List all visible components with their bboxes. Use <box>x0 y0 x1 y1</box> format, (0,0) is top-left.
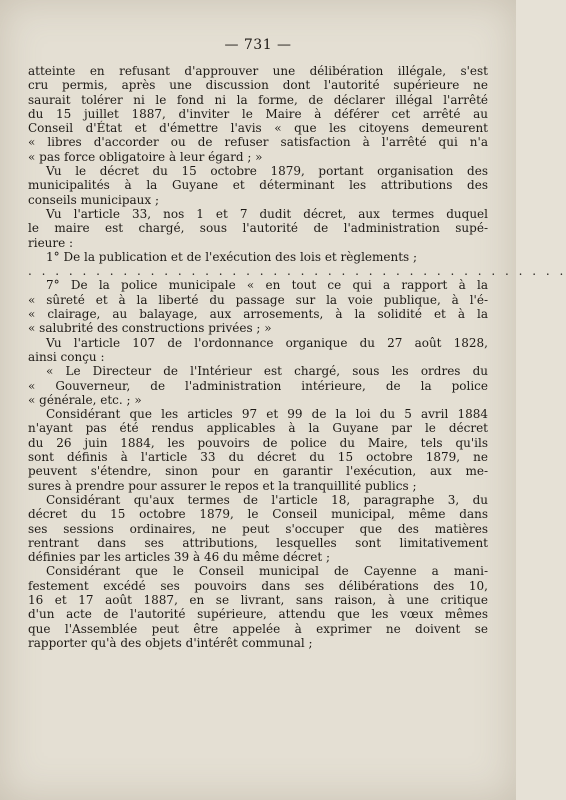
text-line: 16 et 17 août 1887, en se livrant, sans raison, à une critique <box>28 592 488 607</box>
text-line: « clairage, au balayage, aux arrosements, à la solidité et à la <box>28 307 488 322</box>
text-line: « salubrité des constructions privées ; » <box>28 321 272 336</box>
text-line: saurait tolérer ni le fond ni la forme, de déclarer illégal l'arrêté <box>28 92 488 107</box>
text-line: « Gouverneur, de l'administration intérieure, de la police <box>28 378 488 393</box>
text-line: sures à prendre pour assurer le repos et la tranquillité publics ; <box>28 478 417 493</box>
text-line: « Le Directeur de l'Intérieur est chargé, sous les ordres du <box>46 364 488 379</box>
text-line: définies par les articles 39 à 46 du même décret ; <box>28 550 331 565</box>
text-line: 1° De la publication et de l'exécution des lois et règlements ; <box>46 249 418 264</box>
text-line: conseils municipaux ; <box>28 192 160 207</box>
text-line: du 15 juillet 1887, d'inviter le Maire à déférer cet arrêté au <box>28 106 488 121</box>
text-line: Considérant que les articles 97 et 99 de la loi du 5 avril 1884 <box>46 407 488 422</box>
text-line: décret du 15 octobre 1879, le Conseil municipal, même dans <box>28 507 488 522</box>
text-line: atteinte en refusant d'approuver une délibération illégale, s'est <box>28 64 488 78</box>
text-line: « sûreté et à la liberté du passage sur la voie publique, à l'é- <box>28 292 488 307</box>
text-line: n'ayant pas été rendus applicables à la Guyane par le décret <box>28 421 488 436</box>
ellipsis-separator: . . . . . . . . . . . . . . . . . . . . . . . . . . . . . . . . . . . . . . . . <box>28 264 566 279</box>
text-line: ainsi conçu : <box>28 349 105 364</box>
text-line: cru permis, après une discussion dont l'autorité supérieure ne <box>28 78 488 93</box>
text-line: 7° De la police municipale « en tout ce qui a rapport à la <box>46 278 488 293</box>
text-line: Conseil d'État et d'émettre l'avis « que les citoyens demeurent <box>28 121 488 136</box>
text-line: sont définis à l'article 33 du décret du 15 octobre 1879, ne <box>28 450 488 465</box>
text-line: Considérant que le Conseil municipal de Cayenne a mani- <box>46 564 488 579</box>
page-content <box>28 36 566 650</box>
text-line: municipalités à la Guyane et déterminant les attributions des <box>28 178 488 193</box>
text-line: rentrant dans ses attributions, lesquelles sont limitativement <box>28 535 488 550</box>
text-line: « pas force obligatoire à leur égard ; » <box>28 149 263 164</box>
text-line: d'un acte de l'autorité supérieure, attendu que les vœux mêmes <box>28 607 488 622</box>
page-number: — 731 — <box>224 37 292 53</box>
text-line: que l'Assemblée peut être appelée à exprimer ne doivent se <box>28 621 488 636</box>
text-line: « générale, etc. ; » <box>28 392 142 407</box>
text-line: peuvent s'étendre, sinon pour en garantir l'exécution, aux me- <box>28 464 488 479</box>
text-line: festement excédé ses pouvoirs dans ses délibérations des 10, <box>28 578 488 593</box>
text-line: « libres d'accorder ou de refuser satisfaction à l'arrêté qui n'a <box>28 135 488 150</box>
text-line: rapporter qu'à des objets d'intérêt communal ; <box>28 635 313 650</box>
text-line: rieure : <box>28 235 74 250</box>
text-line: Considérant qu'aux termes de l'article 18, paragraphe 3, du <box>46 492 488 507</box>
body-text <box>28 64 566 650</box>
text-line: du 26 juin 1884, les pouvoirs de police du Maire, tels qu'ils <box>28 435 488 450</box>
text-line: le maire est chargé, sous l'autorité de l'administration supé- <box>28 221 488 236</box>
text-line: Vu l'article 33, nos 1 et 7 dudit décret, aux termes duquel <box>46 206 488 221</box>
text-line: ses sessions ordinaires, ne peut s'occuper que des matières <box>28 521 488 536</box>
text-line: Vu l'article 107 de l'ordonnance organique du 27 août 1828, <box>46 335 488 350</box>
text-line: Vu le décret du 15 octobre 1879, portant organisation des <box>46 164 488 179</box>
